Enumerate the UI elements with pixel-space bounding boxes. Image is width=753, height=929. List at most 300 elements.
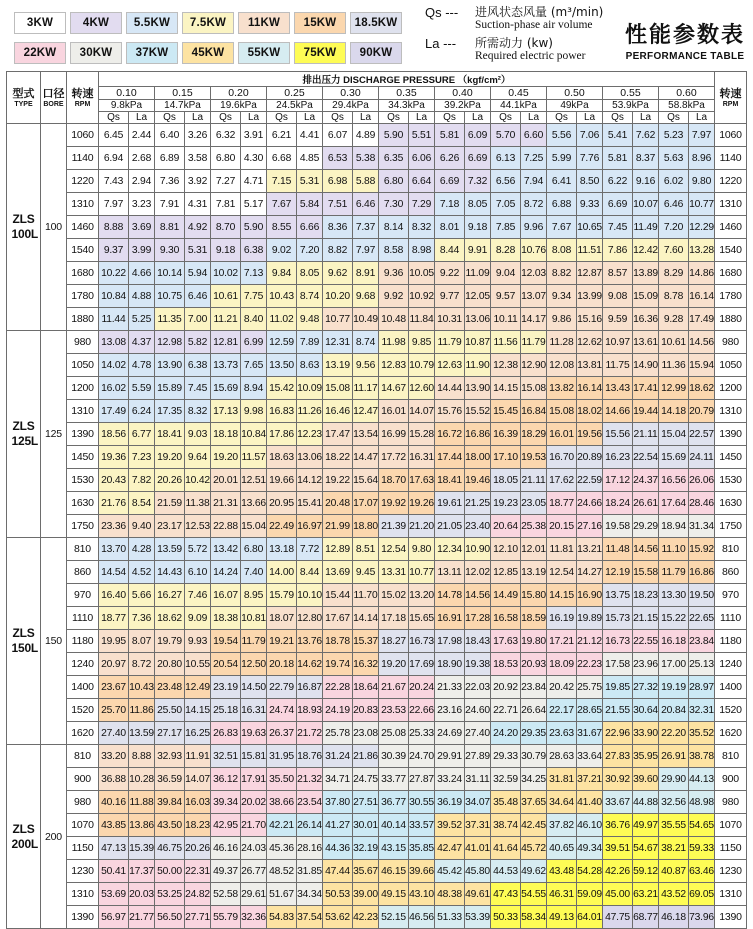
la-cell: 6.69: [465, 147, 491, 170]
la-cell: 24.37: [633, 469, 659, 492]
qs-cell: 26.83: [211, 722, 241, 745]
table-row: [7, 239, 747, 262]
table-row: [7, 814, 747, 837]
qs-cell: 6.94: [99, 147, 129, 170]
qs-cell: 21.39: [379, 515, 409, 538]
bore-header-cn: 口径: [42, 86, 65, 100]
rpm-value-right: 1240: [715, 653, 747, 676]
la-cell: 7.62: [633, 124, 659, 147]
qs-column-label: Qs: [211, 112, 241, 124]
la-cell: 15.81: [241, 745, 267, 768]
qs-cell: 21.99: [323, 515, 353, 538]
la-column-label: La: [129, 112, 155, 124]
qs-cell: 23.53: [379, 699, 409, 722]
la-cell: 16.86: [689, 561, 715, 584]
la-cell: 13.59: [129, 722, 155, 745]
la-column-label: La: [521, 112, 547, 124]
rpm-value: 1540: [67, 239, 99, 262]
la-cell: 8.95: [241, 584, 267, 607]
la-cell: 54.28: [577, 860, 603, 883]
qs-cell: 8.82: [323, 239, 353, 262]
la-cell: 7.46: [185, 584, 211, 607]
la-cell: 19.26: [409, 492, 435, 515]
pressure-kpa: 49kPa: [547, 100, 603, 112]
qs-cell: 9.84: [267, 262, 297, 285]
qs-cell: 32.59: [491, 768, 521, 791]
qs-cell: 36.12: [211, 768, 241, 791]
la-cell: 12.01: [521, 538, 547, 561]
la-cell: 6.66: [297, 216, 323, 239]
model-type: [7, 331, 41, 538]
qs-cell: 38.21: [659, 837, 689, 860]
legend-swatch: 15KW: [294, 12, 346, 34]
la-cell: 21.25: [465, 492, 491, 515]
qs-cell: 14.15: [491, 377, 521, 400]
qs-cell: 40.16: [99, 791, 129, 814]
la-description-cn: 所需动力 (kw): [475, 36, 553, 50]
la-cell: 14.15: [185, 699, 211, 722]
la-cell: 4.31: [185, 193, 211, 216]
qs-cell: 42.47: [435, 837, 465, 860]
la-cell: 16.14: [689, 285, 715, 308]
qs-cell: 18.70: [379, 469, 409, 492]
qs-cell: 15.89: [155, 377, 185, 400]
qs-cell: 14.15: [547, 584, 577, 607]
qs-cell: 13.11: [435, 561, 465, 584]
la-cell: 13.89: [633, 262, 659, 285]
la-cell: 8.72: [129, 653, 155, 676]
qs-cell: 12.98: [155, 331, 185, 354]
qs-cell: 19.79: [155, 630, 185, 653]
qs-cell: 17.13: [211, 400, 241, 423]
qs-cell: 12.34: [435, 538, 465, 561]
rpm-value: 1780: [67, 285, 99, 308]
qs-cell: 7.15: [267, 170, 297, 193]
rpm-value: 1200: [67, 377, 99, 400]
la-cell: 11.88: [129, 791, 155, 814]
qs-cell: 9.86: [547, 308, 577, 331]
qs-column-label: Qs: [659, 112, 689, 124]
la-cell: 8.74: [297, 285, 323, 308]
table-row: [7, 584, 747, 607]
qs-cell: 30.39: [379, 745, 409, 768]
qs-cell: 16.72: [435, 423, 465, 446]
bore-size: 100: [41, 124, 67, 331]
qs-cell: 5.56: [547, 124, 577, 147]
la-cell: 16.90: [577, 584, 603, 607]
qs-cell: 19.23: [491, 492, 521, 515]
qs-cell: 20.48: [323, 492, 353, 515]
la-cell: 18.64: [353, 676, 379, 699]
la-cell: 28.97: [689, 676, 715, 699]
qs-cell: 17.49: [99, 400, 129, 423]
qs-cell: 52.58: [211, 883, 241, 906]
qs-cell: 16.73: [603, 630, 633, 653]
la-cell: 30.01: [353, 814, 379, 837]
la-cell: 21.11: [521, 469, 547, 492]
qs-cell: 51.67: [267, 883, 297, 906]
qs-cell: 56.97: [99, 906, 129, 929]
pressure-kgf: 0.10: [99, 87, 155, 100]
qs-cell: 29.33: [491, 745, 521, 768]
qs-cell: 14.67: [379, 377, 409, 400]
la-cell: 32.36: [241, 906, 267, 929]
qs-cell: 6.53: [323, 147, 353, 170]
qs-cell: 10.20: [323, 285, 353, 308]
rpm-header-en: RPM: [74, 100, 91, 108]
la-cell: 9.33: [577, 193, 603, 216]
qs-cell: 10.02: [211, 262, 241, 285]
la-cell: 7.72: [297, 538, 323, 561]
qs-cell: 19.22: [323, 469, 353, 492]
la-cell: 11.57: [241, 446, 267, 469]
la-cell: 16.97: [297, 515, 323, 538]
la-cell: 13.21: [577, 538, 603, 561]
la-cell: 12.80: [297, 607, 323, 630]
la-cell: 17.28: [465, 607, 491, 630]
qs-cell: 11.98: [379, 331, 409, 354]
qs-cell: 22.71: [491, 699, 521, 722]
qs-cell: 6.80: [211, 147, 241, 170]
qs-cell: 12.59: [267, 331, 297, 354]
qs-cell: 19.21: [267, 630, 297, 653]
table-row: [7, 699, 747, 722]
la-cell: 41.01: [465, 837, 491, 860]
la-cell: 6.38: [185, 354, 211, 377]
la-cell: 7.76: [577, 147, 603, 170]
la-cell: 21.15: [633, 607, 659, 630]
qs-cell: 19.95: [99, 630, 129, 653]
la-cell: 34.07: [465, 791, 491, 814]
la-cell: 8.72: [521, 193, 547, 216]
la-cell: 46.10: [577, 814, 603, 837]
bore-size: 150: [41, 538, 67, 745]
rpm-value: 1050: [67, 354, 99, 377]
la-cell: 17.69: [409, 653, 435, 676]
qs-cell: 16.99: [379, 423, 409, 446]
table-row: [7, 561, 747, 584]
qs-column-label: Qs: [435, 112, 465, 124]
la-cell: 11.17: [353, 377, 379, 400]
la-cell: 7.13: [241, 262, 267, 285]
la-cell: 14.07: [185, 768, 211, 791]
la-cell: 9.68: [353, 285, 379, 308]
pressure-kgf: 0.50: [547, 87, 603, 100]
performance-table: [6, 71, 747, 929]
la-cell: 8.05: [465, 193, 491, 216]
qs-cell: 21.59: [155, 492, 185, 515]
rpm-value-right: 970: [715, 584, 747, 607]
la-cell: 16.31: [409, 446, 435, 469]
la-cell: 9.16: [633, 170, 659, 193]
qs-cell: 26.37: [267, 722, 297, 745]
la-cell: 20.79: [689, 400, 715, 423]
la-cell: 8.96: [689, 147, 715, 170]
la-cell: 16.31: [241, 699, 267, 722]
qs-cell: 22.49: [267, 515, 297, 538]
la-cell: 28.65: [577, 699, 603, 722]
qs-cell: 39.34: [211, 791, 241, 814]
la-cell: 4.41: [297, 124, 323, 147]
la-cell: 30.55: [409, 791, 435, 814]
qs-cell: 13.75: [603, 584, 633, 607]
rpm-value: 1310: [67, 193, 99, 216]
la-cell: 37.31: [465, 814, 491, 837]
qs-cell: 9.28: [659, 308, 689, 331]
qs-cell: 14.66: [603, 400, 633, 423]
rpm-value: 1110: [67, 607, 99, 630]
rpm-value-right: 1620: [715, 722, 747, 745]
la-cell: 12.50: [241, 653, 267, 676]
qs-cell: 8.57: [603, 262, 633, 285]
qs-cell: 11.56: [491, 331, 521, 354]
qs-cell: 29.91: [435, 745, 465, 768]
la-cell: 26.77: [241, 860, 267, 883]
legend-swatch: 90KW: [350, 42, 402, 64]
la-cell: 25.38: [521, 515, 547, 538]
qs-cell: 44.36: [323, 837, 353, 860]
qs-cell: 25.78: [323, 722, 353, 745]
qs-cell: 50.41: [99, 860, 129, 883]
qs-cell: 50.53: [323, 883, 353, 906]
la-cell: 27.51: [353, 791, 379, 814]
la-cell: 10.87: [465, 331, 491, 354]
rpm-value-right: 1400: [715, 676, 747, 699]
la-cell: 15.09: [633, 285, 659, 308]
la-cell: 15.37: [353, 630, 379, 653]
rpm-value: 1230: [67, 860, 99, 883]
la-cell: 9.93: [185, 630, 211, 653]
la-cell: 7.65: [241, 354, 267, 377]
qs-cell: 9.59: [603, 308, 633, 331]
qs-cell: 9.77: [435, 285, 465, 308]
qs-cell: 16.39: [491, 423, 521, 446]
qs-cell: 15.44: [323, 584, 353, 607]
la-cell: 27.71: [185, 906, 211, 929]
rpm-value-right: 1150: [715, 837, 747, 860]
la-cell: 14.17: [521, 308, 547, 331]
la-cell: 3.91: [241, 124, 267, 147]
la-cell: 9.64: [185, 446, 211, 469]
qs-cell: 31.24: [323, 745, 353, 768]
la-cell: 27.87: [409, 768, 435, 791]
la-cell: 10.79: [409, 354, 435, 377]
qs-cell: 49.15: [379, 883, 409, 906]
la-cell: 54.55: [521, 883, 547, 906]
qs-cell: 36.76: [603, 814, 633, 837]
la-cell: 6.09: [465, 124, 491, 147]
la-cell: 4.85: [297, 147, 323, 170]
qs-cell: 21.33: [435, 676, 465, 699]
la-cell: 12.51: [241, 469, 267, 492]
qs-cell: 19.74: [323, 653, 353, 676]
qs-cell: 34.64: [547, 791, 577, 814]
la-cell: 13.66: [241, 492, 267, 515]
la-cell: 18.00: [465, 446, 491, 469]
qs-cell: 15.76: [435, 400, 465, 423]
pressure-kpa: 9.8kPa: [99, 100, 155, 112]
pressure-kpa: 58.8kPa: [659, 100, 715, 112]
table-row: [7, 331, 747, 354]
rpm-value: 970: [67, 584, 99, 607]
la-cell: 31.11: [465, 768, 491, 791]
la-cell: 13.90: [465, 377, 491, 400]
la-cell: 9.40: [129, 515, 155, 538]
la-cell: 18.29: [521, 423, 547, 446]
qs-cell: 16.01: [379, 400, 409, 423]
rpm-value-right: 1450: [715, 446, 747, 469]
qs-cell: 20.43: [99, 469, 129, 492]
la-cell: 8.88: [129, 745, 155, 768]
la-cell: 12.90: [521, 354, 547, 377]
la-cell: 13.06: [297, 446, 323, 469]
la-cell: 15.80: [521, 584, 547, 607]
qs-cell: 13.69: [323, 561, 353, 584]
la-cell: 8.98: [409, 239, 435, 262]
la-cell: 15.94: [689, 354, 715, 377]
qs-cell: 38.66: [267, 791, 297, 814]
qs-cell: 42.21: [267, 814, 297, 837]
la-cell: 20.02: [241, 791, 267, 814]
pressure-kgf: 0.45: [491, 87, 547, 100]
la-cell: 14.62: [297, 653, 323, 676]
qs-cell: 36.77: [379, 791, 409, 814]
qs-cell: 45.36: [267, 837, 297, 860]
la-cell: 7.06: [577, 124, 603, 147]
qs-cell: 21.67: [379, 676, 409, 699]
legend-swatch: 37KW: [126, 42, 178, 64]
rpm-value: 860: [67, 561, 99, 584]
qs-cell: 6.22: [603, 170, 633, 193]
la-cell: 26.06: [689, 469, 715, 492]
table-row: [7, 147, 747, 170]
la-column-label: La: [297, 112, 323, 124]
la-cell: 44.88: [633, 791, 659, 814]
qs-cell: 24.74: [267, 699, 297, 722]
la-cell: 12.05: [465, 285, 491, 308]
la-cell: 7.36: [129, 607, 155, 630]
rpm-value-right: 1060: [715, 124, 747, 147]
la-cell: 13.99: [577, 285, 603, 308]
la-cell: 10.90: [465, 538, 491, 561]
qs-cell: 16.46: [323, 400, 353, 423]
la-cell: 14.56: [633, 538, 659, 561]
la-cell: 24.70: [409, 745, 435, 768]
la-cell: 24.03: [241, 837, 267, 860]
la-cell: 15.65: [409, 607, 435, 630]
qs-cell: 34.71: [323, 768, 353, 791]
la-cell: 10.81: [241, 607, 267, 630]
qs-cell: 7.67: [547, 216, 577, 239]
qs-cell: 6.07: [323, 124, 353, 147]
qs-cell: 18.07: [267, 607, 297, 630]
page-title: [620, 18, 750, 62]
la-cell: 9.91: [465, 239, 491, 262]
la-cell: 20.03: [129, 883, 155, 906]
qs-cell: 9.02: [267, 239, 297, 262]
la-cell: 49.61: [465, 883, 491, 906]
qs-cell: 7.30: [379, 193, 409, 216]
legend-notes: [425, 6, 615, 68]
la-cell: 59.12: [633, 860, 659, 883]
table-row: [7, 124, 747, 147]
qs-cell: 7.20: [659, 216, 689, 239]
qs-cell: 35.50: [267, 768, 297, 791]
la-cell: 8.37: [633, 147, 659, 170]
qs-cell: 23.36: [99, 515, 129, 538]
pressure-kpa: 34.3kPa: [379, 100, 435, 112]
la-cell: 18.02: [577, 400, 603, 423]
qs-cell: 10.14: [155, 262, 185, 285]
la-cell: 14.56: [689, 331, 715, 354]
qs-cell: 8.70: [211, 216, 241, 239]
qs-cell: 11.36: [659, 354, 689, 377]
qs-cell: 10.97: [603, 331, 633, 354]
la-cell: 14.86: [689, 262, 715, 285]
la-cell: 29.29: [633, 515, 659, 538]
qs-cell: 37.82: [547, 814, 577, 837]
qs-cell: 12.38: [491, 354, 521, 377]
qs-cell: 8.55: [267, 216, 297, 239]
rpm-value-right: 1110: [715, 607, 747, 630]
title-en: PERFORMANCE TABLE: [625, 51, 745, 62]
la-column-label: La: [353, 112, 379, 124]
la-cell: 9.85: [409, 331, 435, 354]
table-row: [7, 469, 747, 492]
la-cell: 6.06: [409, 147, 435, 170]
la-cell: 24.66: [577, 492, 603, 515]
qs-cell: 14.18: [659, 400, 689, 423]
power-color-legend: [14, 12, 414, 64]
la-cell: 11.38: [185, 492, 211, 515]
qs-cell: 16.70: [547, 446, 577, 469]
qs-cell: 7.36: [155, 170, 185, 193]
la-cell: 14.50: [241, 676, 267, 699]
qs-cell: 7.97: [99, 193, 129, 216]
la-cell: 17.91: [241, 768, 267, 791]
qs-cell: 19.36: [99, 446, 129, 469]
la-cell: 44.13: [689, 768, 715, 791]
qs-cell: 50.00: [155, 860, 185, 883]
rpm-value: 1150: [67, 837, 99, 860]
qs-cell: 16.02: [99, 377, 129, 400]
la-cell: 33.57: [409, 814, 435, 837]
rpm-value-right: 810: [715, 745, 747, 768]
qs-cell: 24.69: [435, 722, 465, 745]
qs-cell: 6.26: [435, 147, 465, 170]
qs-cell: 10.31: [435, 308, 465, 331]
qs-cell: 20.64: [491, 515, 521, 538]
la-cell: 41.40: [577, 791, 603, 814]
pressure-kgf: 0.60: [659, 87, 715, 100]
la-cell: 22.31: [185, 860, 211, 883]
qs-cell: 38.74: [491, 814, 521, 837]
rpm-header-right: [715, 72, 747, 124]
qs-cell: 9.18: [211, 239, 241, 262]
qs-cell: 10.77: [323, 308, 353, 331]
rpm-value-right: 980: [715, 791, 747, 814]
qs-cell: 19.66: [267, 469, 297, 492]
rpm-value-right: 900: [715, 768, 747, 791]
qs-key: Qs ---: [425, 5, 459, 20]
la-cell: 22.66: [409, 699, 435, 722]
qs-cell: 9.30: [155, 239, 185, 262]
qs-cell: 16.91: [435, 607, 465, 630]
qs-cell: 8.58: [379, 239, 409, 262]
la-cell: 34.34: [297, 883, 323, 906]
qs-cell: 41.64: [491, 837, 521, 860]
qs-cell: 37.80: [323, 791, 353, 814]
